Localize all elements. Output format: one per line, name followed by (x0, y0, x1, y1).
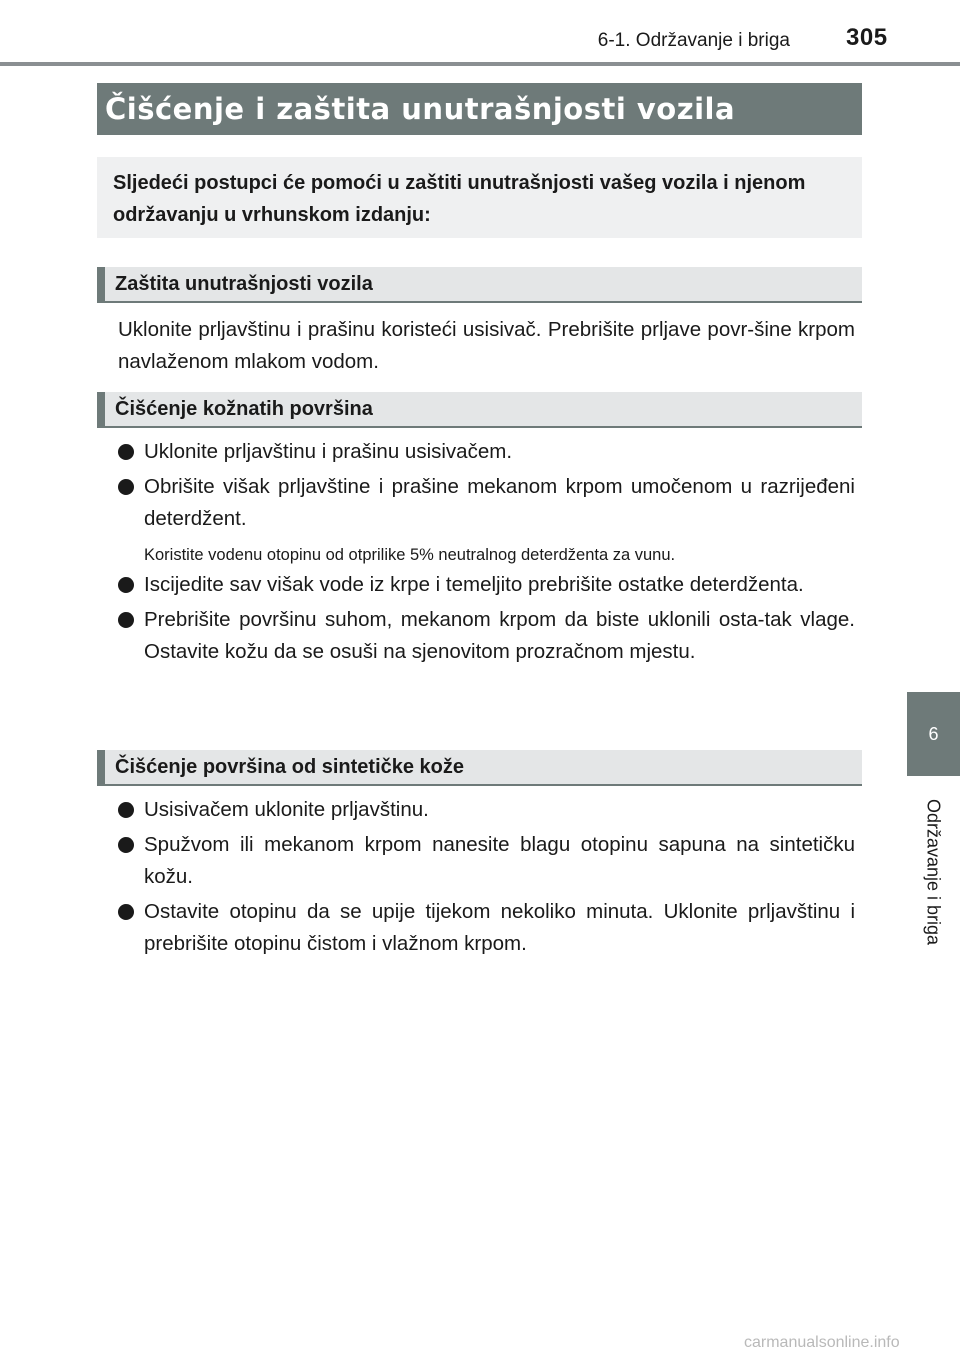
leather-note: Koristite vodenu otopinu od otprilike 5% neutralnog deterdženta za vunu. (144, 546, 676, 564)
bullet-icon (118, 444, 134, 460)
bullet-icon (118, 479, 134, 495)
chapter-tab-label: Održavanje i briga (923, 798, 944, 946)
list-item: Iscijedite sav višak vode iz krpe i temeljito prebrišite ostatke deterdženta. (118, 569, 855, 601)
page-header (0, 0, 960, 66)
synthetic-bullets (118, 794, 855, 963)
list-item: Obrišite višak prljavštine i prašine mekanom krpom umočenom u razrijeđeni deterdžent. (118, 471, 855, 535)
header-rule (0, 62, 960, 66)
list-item: Ostavite otopinu da se upije tijekom nekoliko minuta. Uklonite prljavštinu i prebrišite otopinu čistom i vlažnom krpom. (118, 896, 855, 960)
section-label: 6-1. Održavanje i briga (597, 30, 790, 51)
intro-box: Sljedeći postupci će pomoći u zaštiti unutrašnjosti vašeg vozila i njenom održavanju u vrhunskom izdanju: (97, 157, 862, 238)
leather-bullets-b (118, 569, 855, 671)
bullet-icon (118, 837, 134, 853)
bullet-icon (118, 904, 134, 920)
bullet-icon (118, 577, 134, 593)
bullet-icon (118, 612, 134, 628)
chapter-tab: 6 (907, 692, 960, 776)
list-item: Uklonite prljavštinu i prašinu usisivačem. (118, 436, 855, 468)
page-title: Čišćenje i zaštita unutrašnjosti vozila (97, 83, 862, 135)
section-heading-synthetic: Čišćenje površina od sintetičke kože (97, 750, 862, 786)
list-item: Usisivačem uklonite prljavštinu. (118, 794, 855, 826)
bullet-icon (118, 802, 134, 818)
section-paragraph-protection: Uklonite prljavštinu i prašinu koristeći usisivač. Prebrišite prljave povr-šine krpom navlaženom mlakom vodom. (118, 318, 855, 373)
page-number: 305 (846, 24, 888, 51)
list-item: Spužvom ili mekanom krpom nanesite blagu otopinu sapuna na sintetičku kožu. (118, 829, 855, 893)
section-heading-leather: Čišćenje kožnatih površina (97, 392, 862, 428)
list-item: Prebrišite površinu suhom, mekanom krpom da biste uklonili osta-tak vlage. Ostavite kožu da se osuši na sjenovitom prozračnom mjestu. (118, 604, 855, 668)
leather-bullets-a (118, 436, 855, 538)
section-heading-protection: Zaštita unutrašnjosti vozila (97, 267, 862, 303)
watermark: carmanualsonline.info (744, 1334, 900, 1351)
